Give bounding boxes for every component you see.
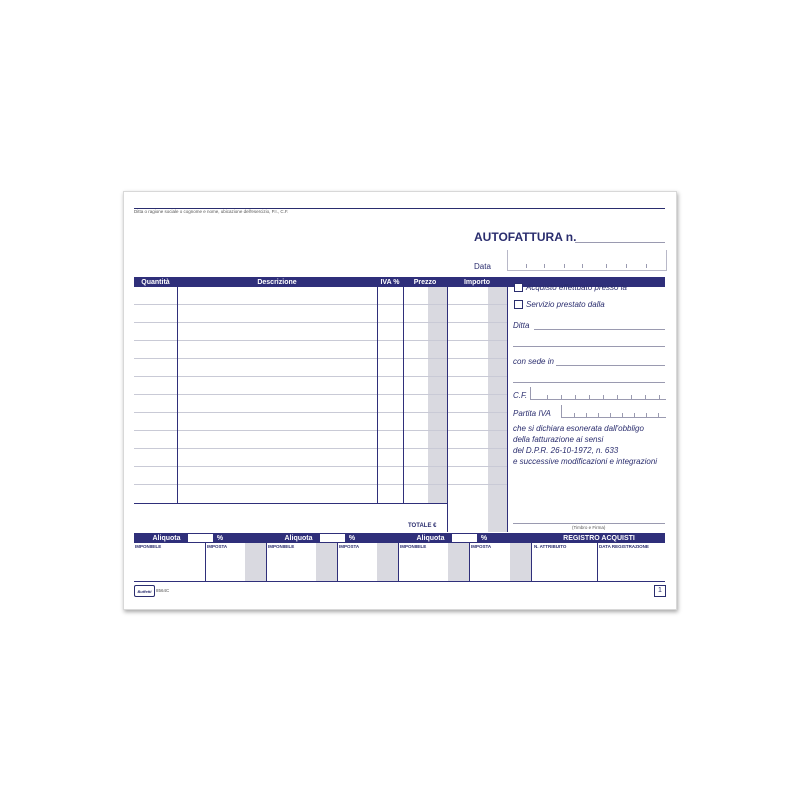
- total-label: TOTALE €: [408, 523, 437, 529]
- col-quantita: Quantità: [141, 279, 170, 286]
- col-divider: [377, 287, 378, 503]
- ditta-label: Ditta: [513, 321, 530, 330]
- footer-shade-5: [510, 543, 531, 581]
- registro-title: REGISTRO ACQUISTI: [563, 535, 635, 542]
- form-code: 8564C: [156, 588, 170, 593]
- aliquota-input-1[interactable]: [188, 534, 213, 542]
- piva-field[interactable]: [561, 405, 666, 418]
- col-importo: Importo: [463, 279, 491, 286]
- ditta-line-2[interactable]: [513, 346, 665, 347]
- aliquota-input-2[interactable]: [320, 534, 345, 542]
- sede-label: con sede in: [513, 357, 554, 366]
- percent-label-1: %: [216, 535, 224, 542]
- footer-bottom: [134, 581, 665, 582]
- acquisto-label: Acquisto effettuato presso la: [526, 283, 627, 292]
- imponibile-3: IMPONIBILE: [400, 544, 427, 549]
- acquisto-checkbox[interactable]: [514, 283, 523, 292]
- footer-shade-2: [316, 543, 337, 581]
- footer-divider: [337, 543, 338, 581]
- n-attribuito: N. ATTRIBUITO: [534, 544, 567, 549]
- imposta-3: IMPOSTA: [471, 544, 492, 549]
- percent-label-2: %: [348, 535, 356, 542]
- declaration-line-4: e successive modificazioni e integrazioni: [513, 457, 658, 466]
- aliquota-label-3: Aliquota: [416, 535, 445, 542]
- seller-caption-line: [134, 208, 665, 209]
- servizio-label: Servizio prestato dalla: [526, 300, 605, 309]
- prezzo-shade: [428, 287, 447, 503]
- table-bottom: [134, 503, 447, 504]
- col-iva: IVA %: [380, 279, 400, 286]
- servizio-checkbox[interactable]: [514, 300, 523, 309]
- aliquota-label-2: Aliquota: [284, 535, 313, 542]
- footer-shade-1: [245, 543, 266, 581]
- seller-caption: Ditta o ragione sociale o cognome e nome, ubicazione dell'esercizio, P.I., C.F.: [134, 209, 289, 214]
- cf-field[interactable]: [530, 387, 666, 400]
- signature-line[interactable]: [513, 523, 665, 524]
- invoice-title: AUTOFATTURA n.: [474, 230, 577, 244]
- footer-divider: [398, 533, 399, 581]
- invoice-number-line[interactable]: [575, 242, 665, 243]
- percent-label-3: %: [480, 535, 488, 542]
- aliquota-label-1: Aliquota: [152, 535, 181, 542]
- date-label: Data: [474, 262, 491, 271]
- col-descrizione: Descrizione: [257, 279, 297, 286]
- footer-divider: [205, 543, 206, 581]
- col-divider: [177, 287, 178, 503]
- footer-shade-4: [448, 543, 469, 581]
- aliquota-input-3[interactable]: [452, 534, 477, 542]
- declaration-line-3: del D.P.R. 26-10-1972, n. 633: [513, 446, 619, 455]
- page-number: 1: [654, 585, 666, 597]
- footer-divider: [469, 543, 470, 581]
- footer-divider: [531, 533, 532, 581]
- footer-shade-3: [377, 543, 398, 581]
- col-divider: [507, 277, 508, 532]
- declaration-line-2: della fatturazione ai sensi: [513, 435, 604, 444]
- piva-label: Partita IVA: [513, 409, 551, 418]
- date-field[interactable]: [507, 250, 667, 271]
- col-divider: [403, 287, 404, 503]
- brand-logo: [134, 585, 155, 597]
- brand-logo-text: Buffetti: [137, 588, 152, 594]
- sede-line-1[interactable]: [556, 365, 665, 366]
- signature-label: (Timbro e Firma): [572, 525, 606, 530]
- invoice-form: [123, 191, 677, 610]
- data-registrazione: DATA REGISTRAZIONE: [599, 544, 649, 549]
- imponibile-1: IMPONIBILE: [135, 544, 162, 549]
- ditta-line-1[interactable]: [534, 329, 665, 330]
- sede-line-2[interactable]: [513, 382, 665, 383]
- cf-label: C.F.: [513, 391, 528, 400]
- col-divider: [447, 287, 448, 532]
- imposta-2: IMPOSTA: [339, 544, 360, 549]
- footer-divider: [266, 533, 267, 581]
- imposta-1: IMPOSTA: [207, 544, 228, 549]
- importo-shade: [488, 287, 507, 532]
- declaration-line-1: che si dichiara esonerata dall'obbligo: [513, 424, 644, 433]
- imponibile-2: IMPONIBILE: [268, 544, 295, 549]
- col-prezzo: Prezzo: [413, 279, 437, 286]
- footer-divider: [597, 543, 598, 581]
